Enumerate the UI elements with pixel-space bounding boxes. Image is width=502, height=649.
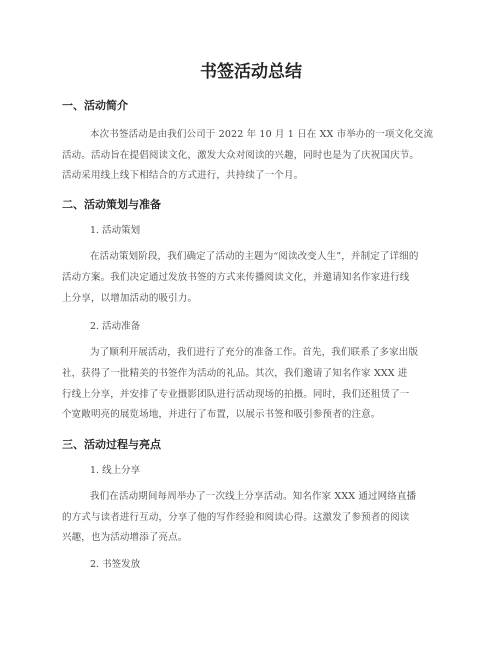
section-heading-intro: 一、活动简介 [62, 99, 128, 112]
paragraph-line: 兴趣，也为活动增添了亮点。 [62, 532, 188, 543]
paragraph-line: 个宽敞明亮的展览场地，并进行了布置，以展示书签和吸引参预者的注意。 [62, 409, 381, 420]
subsection-heading-planning: 1. 活动策划 [90, 225, 141, 236]
paragraph-line: 本次书签活动是由我们公司于 2022 年 10 月 1 日在 XX 市举办的一项文化交流 [90, 129, 434, 140]
paragraph-line: 活动。活动旨在提倡阅读文化，激发大众对阅读的兴趣，同时也是为了庆祝国庆节。 [62, 150, 420, 161]
paragraph-line: 活动采用线上线下相结合的方式进行，共持续了一个月。 [62, 170, 304, 181]
section-heading-planning: 二、活动策划与准备 [62, 198, 161, 211]
paragraph-line: 的方式与读者进行互动，分享了他的写作经验和阅读心得。这激发了参预者的阅读 [62, 512, 410, 523]
subsection-heading-online-sharing: 1. 线上分享 [90, 465, 141, 476]
section-heading-process: 三、活动过程与亮点 [62, 438, 161, 451]
paragraph-line: 活动方案。我们决定通过发放书签的方式来传播阅读文化，并邀请知名作家进行线 [62, 272, 410, 283]
paragraph-line: 社，获得了一批精美的书签作为活动的礼品。其次，我们邀请了知名作家 XXX 进 [62, 368, 408, 379]
paragraph-line: 我们在活动期间每周举办了一次线上分享活动。知名作家 XXX 通过网络直播 [90, 491, 417, 502]
subsection-heading-preparation: 2. 活动准备 [90, 321, 141, 332]
paragraph-line: 在活动策划阶段，我们确定了活动的主题为“阅读改变人生”，并制定了详细的 [90, 251, 419, 262]
paragraph-line: 行线上分享，并安排了专业摄影团队进行活动现场的拍摄。同时，我们还租赁了一 [62, 389, 410, 400]
paragraph-line: 为了顺利开展活动，我们进行了充分的准备工作。首先，我们联系了多家出版 [90, 347, 419, 358]
subsection-heading-bookmark-distribution: 2. 书签发放 [90, 559, 141, 570]
document-title: 书签活动总结 [200, 62, 302, 82]
paragraph-line: 上分享，以增加活动的吸引力。 [62, 293, 198, 304]
